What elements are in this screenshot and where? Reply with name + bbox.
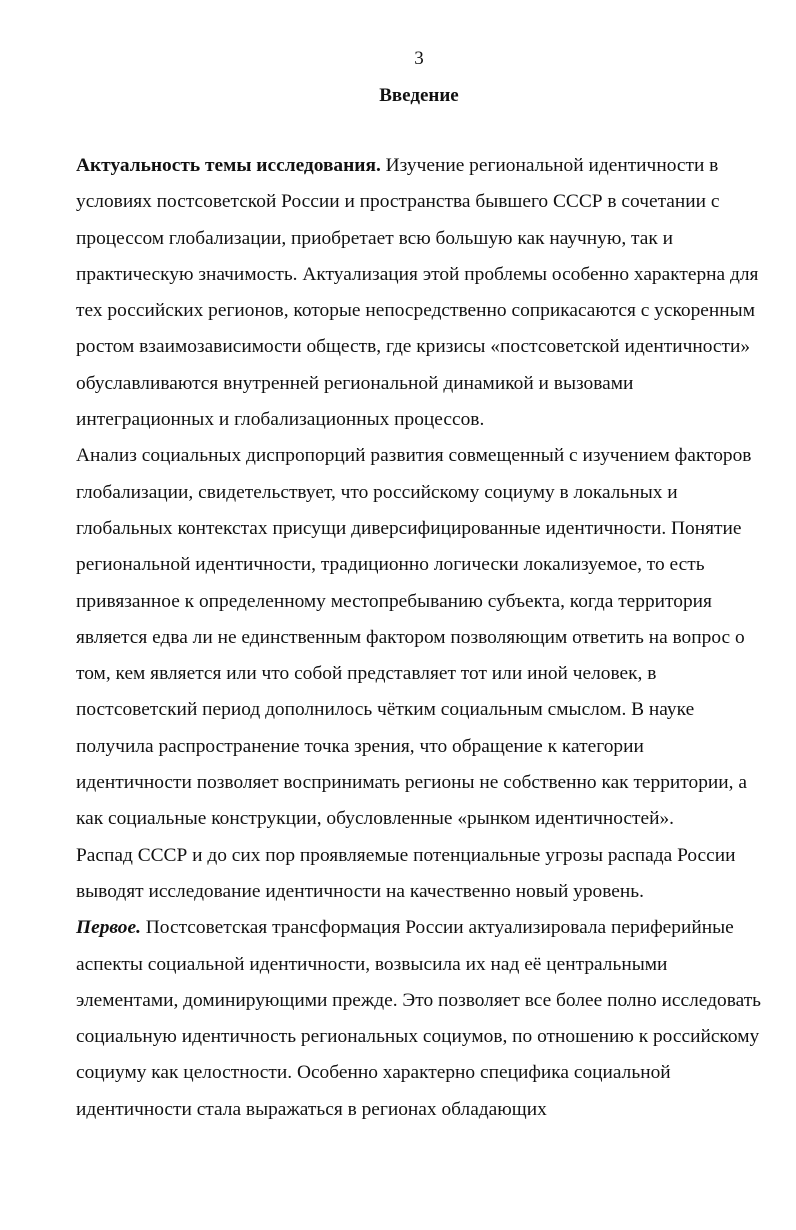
- relevance-lead: Актуальность темы исследования.: [76, 155, 381, 176]
- text-line: «постсоветской идентичности» обуславливаются внутренней региональной: [76, 336, 751, 394]
- text-line: представляет тот или иной человек, в постсоветский период дополнилось: [76, 663, 657, 721]
- text-line: факторов глобализации, свидетельствует, что российскому социуму в: [76, 445, 752, 503]
- text-line: полно исследовать социальную идентичность региональных социумов, по: [76, 989, 762, 1048]
- text-line: чётким социальным смыслом. В науке получила распространение точка зрения,: [76, 699, 695, 757]
- document-body: [76, 148, 762, 1128]
- text-line: центральными элементами, доминирующими прежде. Это позволяет все более: [76, 953, 668, 1011]
- text-line: позволяющим ответить на вопрос о том, кем является или что собой: [76, 626, 745, 685]
- page-number: 3: [414, 48, 424, 69]
- text-line: что обращение к категории идентичности позволяет воспринимать регионы не: [76, 735, 644, 794]
- text-line: идентичности в условиях постсоветской России и пространства бывшего СССР: [76, 155, 719, 213]
- first-point-lead: Первое.: [76, 917, 141, 939]
- page-title: Введение: [379, 85, 459, 106]
- text-line: Первое. Постсоветская трансформация России актуализировала: [76, 917, 607, 939]
- paragraph-analysis: [76, 438, 762, 837]
- text-line: динамикой и вызовами интеграционных и глобализационных процессов.: [76, 372, 634, 431]
- text-line: субъекта, когда территория является едва ли не единственным фактором: [76, 590, 712, 648]
- text-line: идентичности. Понятие региональной идентичности, традиционно логически: [76, 517, 742, 576]
- text-line: особенно характерна для тех российских регионов, которые непосредственно: [76, 263, 759, 322]
- text-line: «рынком идентичностей».: [457, 808, 675, 830]
- text-line: собственно как территории, а как социальные конструкции, обусловленные: [76, 772, 747, 830]
- text-line: Актуальность темы исследования. Изучение региональной: [76, 155, 584, 176]
- text-line: периферийные аспекты социальной идентичности, возвысила их над её: [76, 917, 734, 975]
- text-line: специфика социальной идентичности стала выражаться в регионах обладающих: [76, 1062, 671, 1120]
- paragraph-ussr-collapse: [76, 838, 762, 911]
- text-line: России выводят исследование идентичности на качественно новый уровень.: [76, 844, 736, 902]
- text-line: Анализ социальных диспропорций развития совмещенный с изучением: [76, 445, 670, 467]
- text-line: локальных и глобальных контекстах присущи диверсифицированные: [76, 481, 678, 539]
- text-line: соприкасаются с ускоренным ростом взаимозависимости обществ, где кризисы: [76, 300, 755, 358]
- text-line: Распад СССР и до сих пор проявляемые потенциальные угрозы распада: [76, 844, 673, 866]
- text-line: отношению к российскому социуму как целостности. Особенно характерно: [76, 1026, 760, 1084]
- paragraph-relevance: [76, 148, 762, 438]
- text-line: научную, так и практическую значимость. Актуализация этой проблемы: [76, 227, 674, 285]
- text-line: локализуемое, то есть привязанное к определенному местопребыванию: [76, 554, 705, 612]
- paragraph-first-point: [76, 910, 762, 1128]
- text-line: в сочетании с процессом глобализации, приобретает всю большую как: [76, 191, 720, 249]
